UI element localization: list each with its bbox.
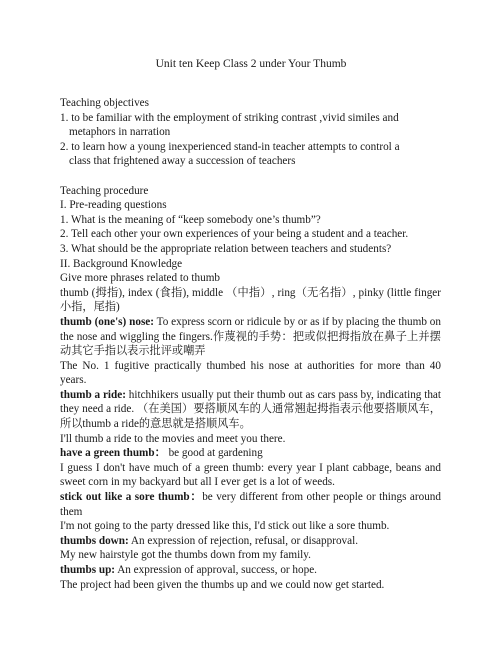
phrase-entry-thumb-nose	[60, 315, 441, 359]
spacer	[60, 169, 441, 184]
phrase-term: thumbs up:	[60, 564, 116, 576]
objective-1-line-2: metaphors in narration	[69, 126, 171, 139]
objective-2-line-2: class that frightened away a succession of teachers	[69, 155, 296, 168]
phrase-definition: An expression of approval, success, or hope.	[115, 564, 317, 576]
phrase-term: thumb a ride:	[60, 388, 126, 401]
section-background-heading: II. Background Knowledge	[60, 257, 183, 270]
phrase-term: thumb (one's) nose:	[60, 315, 154, 328]
objective-2-line-1: 2. to learn how a young inexperienced stand-in teacher attempts to control a	[60, 140, 400, 153]
phrase-entry-green-thumb	[60, 446, 441, 461]
document-title: Unit ten Keep Class 2 under Your Thumb	[155, 58, 347, 70]
document-body	[60, 96, 441, 592]
phrase-term: thumbs down:	[60, 534, 129, 547]
phrase-definition: An expression of rejection, refusal, or disapproval.	[128, 534, 358, 547]
phrase-entry-thumbs-down	[60, 534, 441, 549]
phrase-example: The No. 1 fugitive practically thumbed his nose at authorities for more than 40 years.	[60, 359, 441, 387]
phrase-term: stick out like a sore thumb：	[60, 491, 203, 504]
objective-1-line-1: 1. to be familiar with the employment of striking contrast ,vivid similes and	[60, 111, 399, 124]
phrase-definition: be good at gardening	[165, 447, 263, 460]
phrase-example: I guess I don't have much of a green thumb: every year I plant cabbage, beans and sweet corn in my backyard but all I ever get is a lot of weeds.	[60, 461, 441, 489]
procedure-heading: Teaching procedure	[60, 184, 149, 197]
phrase-entry-sore-thumb	[60, 490, 441, 519]
phrase-example: I'm not going to the party dressed like this, I'd stick out like a sore thumb.	[60, 520, 390, 533]
phrase-entry-thumbs-up	[60, 563, 441, 578]
section-pre-reading-heading: I. Pre-reading questions	[60, 199, 167, 212]
phrase-term: have a green thumb：	[60, 447, 166, 460]
objectives-heading: Teaching objectives	[60, 97, 149, 109]
phrase-definition: To express scorn or ridicule by or as if by placing the thumb on the nose and wiggling the fingers.作蔑视的手势：把或似把拇指放在鼻子上并摆动其它手指以表示批评或嘲弄	[60, 315, 441, 358]
phrase-definition: be very different from other people or things around them	[60, 491, 441, 518]
question-3: 3. What should be the appropriate relation between teachers and students?	[60, 242, 392, 255]
phrase-entry-thumb-ride	[60, 388, 441, 432]
phrases-intro: Give more phrases related to thumb	[60, 272, 220, 285]
question-2: 2. Tell each other your own experiences of your being a student and a teacher.	[60, 228, 409, 241]
phrase-definition: hitchhikers usually put their thumb out as cars pass by, indicating that they need a ride. （在美国）要搭顺风车的人通常翘起拇指表示他要搭顺风车，所以thumb a ride的意思就是搭顺风车。	[60, 388, 441, 431]
phrase-example: I'll thumb a ride to the movies and meet you there.	[60, 432, 286, 445]
phrase-example: The project had been given the thumbs up and we could now get started.	[60, 578, 385, 591]
finger-names: thumb (拇指), index (食指), middle （中指）, ring（无名指）, pinky (little finger 小指，尾指)	[60, 286, 441, 314]
phrase-example: My new hairstyle got the thumbs down from my family.	[60, 549, 311, 562]
question-1: 1. What is the meaning of “keep somebody one’s thumb”?	[60, 213, 321, 226]
